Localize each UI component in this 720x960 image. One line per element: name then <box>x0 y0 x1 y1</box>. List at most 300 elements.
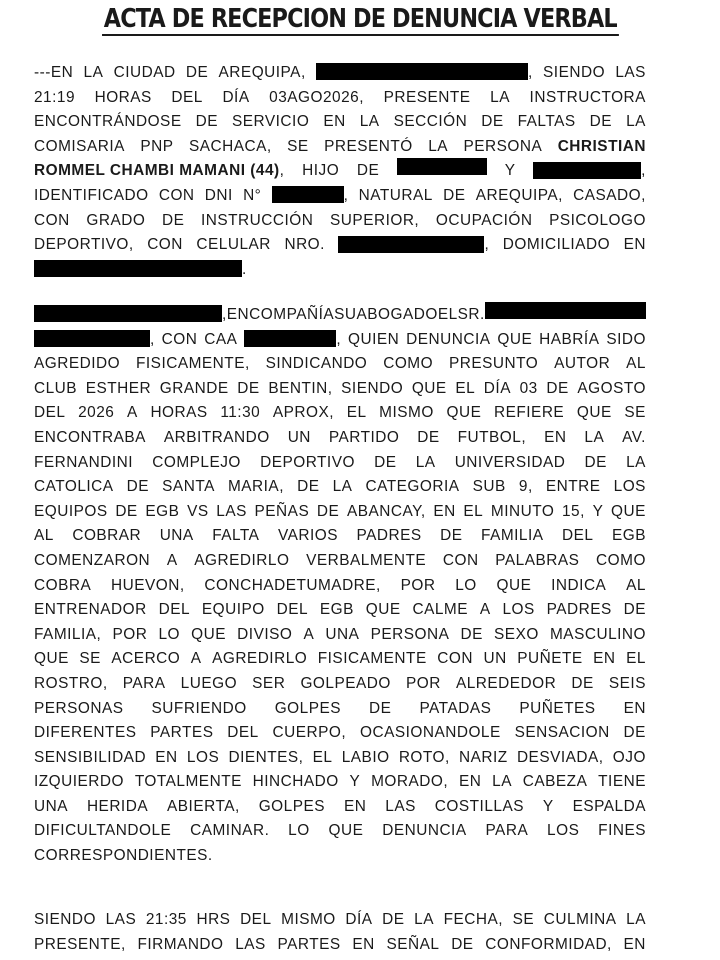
word: LUEGO <box>180 674 238 692</box>
word: ROSTRO, <box>34 674 108 692</box>
word: CASADO, <box>573 186 646 204</box>
word: AL <box>626 576 646 594</box>
word: SER <box>252 674 286 692</box>
word: ENTRENADOR <box>34 601 147 619</box>
word: SE <box>624 404 646 422</box>
word: POR <box>405 674 441 692</box>
word: SEIS <box>608 674 646 692</box>
word: HIJO <box>302 162 340 180</box>
word: DE <box>161 211 185 229</box>
word: QUE <box>328 822 364 840</box>
word: SINDICANDO <box>265 355 368 373</box>
word: DÍA <box>222 88 250 106</box>
word: NATURAL <box>358 186 433 204</box>
word: DOMICILIADO <box>502 236 611 254</box>
text-line <box>34 819 646 844</box>
word: EQUIPO <box>201 601 265 619</box>
word: NRO. <box>284 236 325 254</box>
word: EN <box>623 236 646 254</box>
word: EN <box>623 699 646 717</box>
word: SIENDO <box>34 911 97 928</box>
word: EGB <box>319 601 354 619</box>
word: COMENZARON <box>34 551 151 569</box>
word: LAS <box>615 64 646 81</box>
word: DE <box>369 699 392 717</box>
word: EGB <box>145 502 180 520</box>
word: PARA <box>122 674 166 692</box>
word: BENTIN, <box>268 379 333 397</box>
text-line <box>34 623 646 648</box>
word: LOS <box>502 601 535 619</box>
word: SUFRIENDO <box>151 699 247 717</box>
word: OCASIONANDOLE <box>359 724 501 742</box>
word: QUE <box>497 330 533 348</box>
redaction-bar <box>34 260 242 277</box>
punctuation: , <box>279 162 285 180</box>
word: ACERCO <box>111 650 181 668</box>
word: SEXO <box>494 625 539 643</box>
text-line <box>34 451 646 476</box>
word: DEL <box>171 88 203 106</box>
punctuation: , <box>222 306 227 323</box>
word: COMO <box>596 551 646 569</box>
word: DE <box>356 162 380 180</box>
word: 21:35 <box>145 911 187 928</box>
word: SANTA <box>162 478 215 496</box>
word: LA <box>492 773 512 791</box>
word: QUE <box>496 576 532 594</box>
word: PALABRAS <box>495 551 580 569</box>
word: CORRESPONDIENTES. <box>34 847 213 865</box>
word: SECCIÓN <box>393 113 468 131</box>
word: ENCONTRÁNDOSE <box>34 113 182 131</box>
word: DEL <box>562 527 594 545</box>
redaction-bar <box>485 302 646 319</box>
word: DE <box>297 478 320 496</box>
word: QUE <box>611 502 646 520</box>
punctuation: , <box>484 236 490 254</box>
word: LA <box>626 911 646 928</box>
word: PNP <box>140 137 174 155</box>
word: INSTRUCCIÓN <box>201 211 314 229</box>
text-line <box>34 933 646 958</box>
word: CON <box>161 330 198 348</box>
word: COMPLEJO <box>152 453 241 471</box>
word: MARIA, <box>227 478 284 496</box>
word: GRANDE <box>159 379 229 397</box>
word: LA <box>584 428 605 446</box>
word: ABANCAY, <box>346 502 426 520</box>
redaction-bar <box>34 330 150 347</box>
word: DENUNCIA <box>406 330 491 348</box>
word: 15, <box>562 502 585 520</box>
word: LOS <box>547 822 580 840</box>
word: IDENTIFICADO <box>34 186 149 204</box>
word: ENTRE <box>545 478 601 496</box>
word: GOLPEADO <box>300 674 391 692</box>
word: EN <box>433 502 456 520</box>
word: LOS <box>186 748 220 766</box>
word: AL <box>34 527 54 545</box>
word: FALTAS <box>517 113 576 131</box>
word: DE <box>440 527 463 545</box>
word: EN <box>352 935 375 953</box>
word: LA <box>359 113 380 131</box>
text-line <box>34 770 646 795</box>
word: 21:19 <box>34 88 76 106</box>
word: DE <box>374 453 397 471</box>
word: POR <box>400 576 436 594</box>
word: CONCHADETUMADRE, <box>204 576 381 594</box>
word: PRESUNTO <box>449 355 539 373</box>
text-line <box>34 233 646 258</box>
word: Y <box>504 162 516 180</box>
word: SENSACION <box>514 724 610 742</box>
word: PRESENTÓ <box>324 137 413 155</box>
word: ESTHER <box>85 379 152 397</box>
redaction-bar <box>244 330 336 347</box>
word: FECHA, <box>443 911 504 928</box>
word: LA <box>83 64 104 81</box>
word: A <box>303 625 315 643</box>
word: FIRMANDO <box>137 935 224 953</box>
word: UNIVERSIDAD <box>454 453 566 471</box>
text-line <box>34 258 646 283</box>
word: DENUNCIA <box>382 822 467 840</box>
word: FISICAMENTE, <box>136 355 250 373</box>
word: LO <box>158 625 180 643</box>
word: CALME <box>412 601 468 619</box>
word: AREQUIPA, <box>475 186 563 204</box>
word: DIFICULTANDOLE <box>34 822 172 840</box>
word: Y <box>349 773 361 791</box>
word: CON <box>147 236 183 254</box>
word: A <box>190 650 202 668</box>
text-line <box>34 574 646 599</box>
word: UN <box>287 428 311 446</box>
word: DE <box>185 64 209 81</box>
word: 03 <box>519 379 538 397</box>
word: CON <box>442 551 479 569</box>
word: DEPORTIVO, <box>34 236 134 254</box>
word: AV. <box>622 428 646 446</box>
text-line <box>34 61 646 86</box>
word: MISMO <box>281 911 336 928</box>
word: LA <box>332 478 353 496</box>
word: SENSIBILIDAD <box>34 748 147 766</box>
punctuation: , <box>150 330 155 348</box>
word: PARTES <box>150 724 214 742</box>
word: TIENE <box>598 773 646 791</box>
word: LO <box>455 576 477 594</box>
word: COMISARIA <box>34 137 125 155</box>
text-line <box>34 672 646 697</box>
word: PSICOLOGO <box>549 211 646 229</box>
word: ARBITRANDO <box>163 428 270 446</box>
word: LAS <box>216 502 247 520</box>
word: SERVICIO <box>232 113 310 131</box>
punctuation: , <box>343 186 349 204</box>
word: PARA <box>485 822 529 840</box>
word: HABRÍA <box>539 330 600 348</box>
word: LABIO <box>341 748 390 766</box>
text-line <box>34 908 646 933</box>
word: LA <box>490 88 510 106</box>
text-line <box>34 475 646 500</box>
word: LAS <box>235 935 266 953</box>
word: LO <box>288 822 310 840</box>
word: DE <box>126 478 150 496</box>
bold-name: ROMMEL CHAMBI MAMANI (44) <box>34 162 280 180</box>
token-group <box>34 303 227 328</box>
word: CON <box>437 650 473 668</box>
word: HERIDA <box>86 797 149 815</box>
word: PEÑAS <box>254 502 310 520</box>
word: DE <box>451 935 474 953</box>
word: HUEVON, <box>111 576 185 594</box>
word: CULMINA <box>543 911 617 928</box>
word: DIENTES, <box>228 748 304 766</box>
word: LA <box>415 453 436 471</box>
text-line <box>34 377 646 402</box>
word: OJO <box>612 748 646 766</box>
text-line <box>34 721 646 746</box>
word: COBRA <box>34 576 92 594</box>
word: COSTILLAS <box>434 797 524 815</box>
text-line <box>34 135 646 160</box>
word: GOLPES <box>258 797 325 815</box>
word: DE <box>623 601 646 619</box>
word: LAS <box>105 911 137 928</box>
word: DÍA <box>345 911 373 928</box>
word: COBRAR <box>72 527 142 545</box>
word: DEL <box>276 601 309 619</box>
word: CATEGORIA <box>365 478 460 496</box>
word: UNA <box>325 625 360 643</box>
word: VERBALMENTE <box>306 551 427 569</box>
text-line <box>34 524 646 549</box>
text-line <box>34 697 646 722</box>
word: CAA <box>204 330 238 348</box>
word: AREQUIPA, <box>218 64 306 81</box>
text-line <box>34 549 646 574</box>
word: LOS <box>613 478 646 496</box>
word: CUERPO, <box>272 724 347 742</box>
word: PUÑETE <box>517 650 583 668</box>
redaction-bar <box>533 162 641 179</box>
word: DE <box>571 674 594 692</box>
paragraph-closing <box>34 908 646 957</box>
word: NARIZ <box>459 748 508 766</box>
word: CELULAR <box>196 236 271 254</box>
punctuation: . <box>242 260 247 278</box>
word: PARTES <box>277 935 341 953</box>
word: DE <box>443 186 466 204</box>
word: QUE <box>446 404 482 422</box>
word: OCUPACIÓN <box>435 211 533 229</box>
word: CAMINAR. <box>190 822 270 840</box>
word: QUE <box>34 650 69 668</box>
word: EN <box>155 748 178 766</box>
text-line <box>34 328 646 353</box>
word: PERSONAS <box>34 699 124 717</box>
word: A <box>166 551 178 569</box>
word: DNI <box>204 186 233 204</box>
text-line <box>34 598 646 623</box>
word: EN <box>323 113 346 131</box>
word: SIENDO <box>341 379 404 397</box>
text-line <box>34 352 646 377</box>
text-line <box>34 746 646 771</box>
word: DE <box>237 379 260 397</box>
word: DÍA <box>483 379 511 397</box>
word: N° <box>243 186 262 204</box>
token-group <box>316 61 533 86</box>
word: PERSONA <box>370 625 450 643</box>
token-group <box>272 184 349 209</box>
bold-name: CHRISTIAN <box>557 137 646 155</box>
word: AL <box>626 355 646 373</box>
word: QUE <box>576 404 612 422</box>
redaction-bar <box>34 305 222 322</box>
punctuation: , <box>336 330 342 348</box>
text-line <box>34 426 646 451</box>
token-group <box>34 159 284 184</box>
word: POR <box>112 625 148 643</box>
word: ROTO, <box>398 748 450 766</box>
word: MASCULINO <box>549 625 646 643</box>
word: TOTALMENTE <box>134 773 242 791</box>
word: AGREDIDO <box>34 355 121 373</box>
word: LA <box>428 137 449 155</box>
word: GRADO <box>86 211 146 229</box>
text-line <box>34 184 646 209</box>
word: SE <box>512 911 535 928</box>
word: ---EN <box>34 64 74 81</box>
word: DIFERENTES <box>34 724 137 742</box>
word: QUE <box>411 379 447 397</box>
punctuation: , <box>527 64 533 81</box>
word: VS <box>187 502 209 520</box>
word: FAMILIA <box>481 527 544 545</box>
word: IZQUIERDO <box>34 773 125 791</box>
word: DE <box>584 453 607 471</box>
word: FISICAMENTE <box>317 650 427 668</box>
word: LA <box>626 453 646 471</box>
word: DEL <box>240 911 272 928</box>
word: EL <box>463 502 484 520</box>
word: EL <box>455 379 476 397</box>
word: SUB <box>472 478 506 496</box>
word: PRESENTE <box>383 88 471 106</box>
word: PADRES <box>356 527 422 545</box>
word: CLUB <box>34 379 78 397</box>
word: PRESENTE, <box>34 935 126 953</box>
word: HORAS <box>94 88 152 106</box>
word: DE <box>623 724 646 742</box>
word: CON <box>34 211 70 229</box>
word: AGREDIRLO <box>212 650 308 668</box>
word: MISMO <box>379 404 434 422</box>
word: EN <box>458 773 482 791</box>
document-title-wrap <box>0 4 720 36</box>
word: COMO <box>383 355 434 373</box>
word: EN <box>343 797 367 815</box>
word: EL <box>626 650 646 668</box>
text-line <box>34 844 646 869</box>
word: ABIERTA, <box>167 797 240 815</box>
word: QUE <box>191 625 227 643</box>
document-title: ACTA DE RECEPCION DE DENUNCIA VERBAL <box>103 4 617 34</box>
word: EL <box>437 306 458 323</box>
word: DE <box>382 911 405 928</box>
word: DE <box>460 625 483 643</box>
text-line <box>34 647 646 672</box>
word: MINUTO <box>490 502 555 520</box>
word: EN <box>623 935 646 953</box>
word: SUPERIOR, <box>330 211 420 229</box>
word: EN <box>593 650 616 668</box>
punctuation: , <box>641 162 646 180</box>
word: SU <box>334 306 357 323</box>
word: A <box>127 404 138 422</box>
word: CATOLICA <box>34 478 114 496</box>
word: Y <box>542 797 554 815</box>
word: PATADAS <box>419 699 492 717</box>
redaction-bar <box>272 186 344 203</box>
text-line <box>34 86 646 111</box>
word: DEL <box>158 601 191 619</box>
word: SE <box>79 650 101 668</box>
word: ABOGADO <box>356 306 438 323</box>
word: SIENDO <box>543 64 606 81</box>
word: ENCONTRABA <box>34 428 146 446</box>
word: PARTIDO <box>328 428 400 446</box>
word: EGB <box>611 527 646 545</box>
word: AGOSTO <box>577 379 646 397</box>
word: DE <box>589 113 613 131</box>
word: 2026 <box>78 404 115 422</box>
redaction-bar <box>316 63 528 80</box>
word: ESPALDA <box>572 797 646 815</box>
word: FALTA <box>212 527 260 545</box>
word: HORAS <box>150 404 208 422</box>
token-group <box>34 328 155 353</box>
word: GOLPES <box>274 699 342 717</box>
paragraph-intro <box>34 61 646 282</box>
word: PUÑETES <box>519 699 596 717</box>
word: SACHACA, <box>188 137 272 155</box>
word: AGREDIRLO <box>194 551 290 569</box>
word: EQUIPOS <box>34 502 108 520</box>
word: CIUDAD <box>113 64 176 81</box>
word: AUTOR <box>554 355 611 373</box>
token-group <box>533 159 646 184</box>
word: UNA <box>34 797 68 815</box>
word: DIVISO <box>237 625 293 643</box>
word: PERSONA <box>463 137 543 155</box>
text-line <box>34 303 646 328</box>
word: DE <box>546 379 569 397</box>
word: VARIOS <box>277 527 338 545</box>
word: DEPORTIVO <box>260 453 355 471</box>
word: SE <box>287 137 309 155</box>
redaction-bar <box>397 158 487 175</box>
word: EN <box>544 428 567 446</box>
word: HINCHADO <box>252 773 339 791</box>
token-group <box>244 328 341 353</box>
word: DEL <box>34 404 66 422</box>
